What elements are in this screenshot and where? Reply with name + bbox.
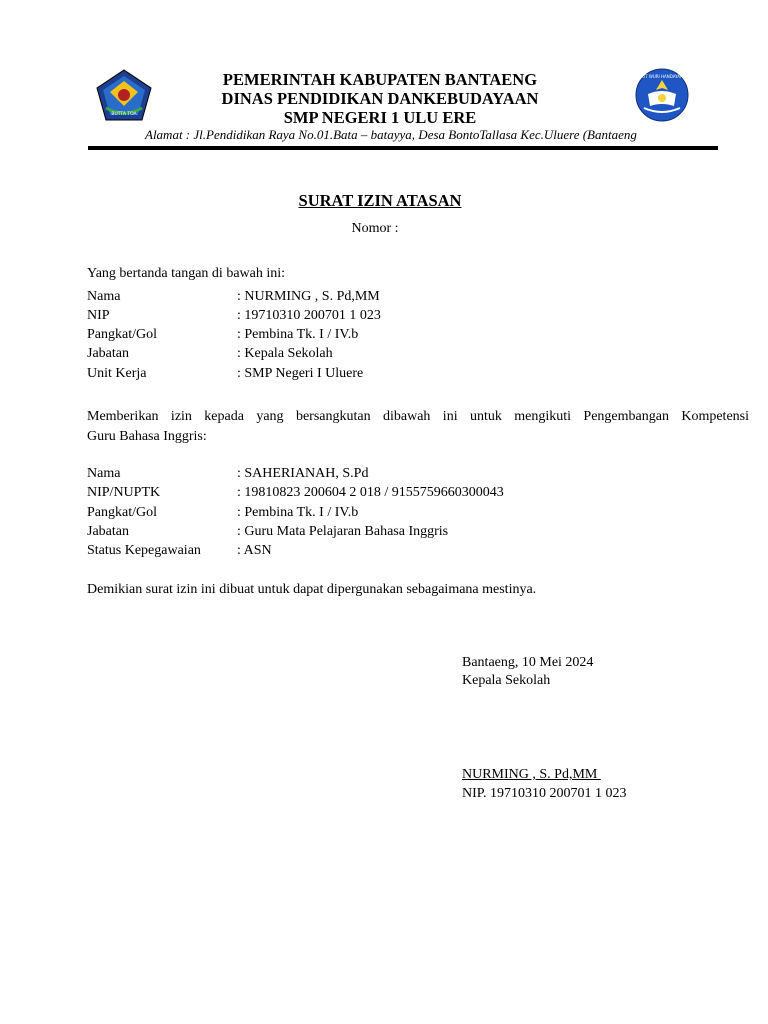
field-value: : SAHERIANAH, S.Pd	[237, 466, 369, 481]
field-label: Pangkat/Gol	[87, 505, 157, 520]
letterhead-department: DINAS PENDIDIKAN DANKEBUDAYAAN	[221, 89, 539, 108]
signature-position: Kepala Sekolah	[462, 673, 551, 688]
field-label: Pangkat/Gol	[87, 327, 157, 342]
letterhead-address: Alamat : Jl.Pendidikan Raya No.01.Bata – batayya, Desa BontoTallasa Kec.Uluere (Bantaeng	[145, 127, 637, 142]
document-number: Nomor :	[351, 221, 399, 236]
closing-text: Demikian surat izin ini dibuat untuk dapat dipergunakan sebagaimana mestinya.	[87, 582, 537, 597]
field-label: NIP	[87, 308, 110, 323]
field-label: Nama	[87, 466, 121, 481]
statement-line: Guru Bahasa Inggris:	[87, 428, 207, 444]
signature-nip: NIP. 19710310 200701 1 023	[462, 786, 627, 801]
logo-caption: TUT WURI HANDAYANI	[639, 74, 685, 79]
field-label: NIP/NUPTK	[87, 485, 161, 500]
field-value: : 19810823 200604 2 018 / 9155759660300043	[237, 485, 504, 500]
field-label: Jabatan	[87, 346, 129, 361]
document-title: SURAT IZIN ATASAN	[298, 191, 462, 210]
field-value: : ASN	[237, 543, 272, 558]
field-label: Nama	[87, 289, 121, 304]
field-label: Jabatan	[87, 524, 129, 539]
statement-line: Memberikan izin kepada yang bersangkutan dibawah ini untuk mengikuti Pengembangan Kompetensi	[87, 409, 749, 424]
tut-wuri-handayani-logo	[630, 68, 694, 122]
statement-paragraph	[87, 407, 749, 446]
signature-name: NURMING , S. Pd,MM	[462, 767, 601, 782]
field-value: : Pembina Tk. I / IV.b	[237, 505, 359, 520]
emblem-caption: BUTTA TOA	[111, 112, 137, 117]
regency-emblem-logo	[94, 68, 154, 122]
letterhead-divider	[88, 146, 718, 150]
signature-place-date: Bantaeng, 10 Mei 2024	[462, 655, 594, 670]
field-label: Unit Kerja	[87, 366, 147, 381]
field-label: Status Kepegawaian	[87, 543, 201, 558]
field-value: : SMP Negeri I Uluere	[237, 366, 364, 381]
field-value: : Kepala Sekolah	[237, 346, 333, 361]
letterhead-government: PEMERINTAH KABUPATEN BANTAENG	[222, 70, 538, 89]
field-value: : Pembina Tk. I / IV.b	[237, 327, 359, 342]
field-value: : NURMING , S. Pd,MM	[237, 289, 380, 304]
field-value: : 19710310 200701 1 023	[237, 308, 381, 323]
letterhead-school: SMP NEGERI 1 ULU ERE	[283, 108, 477, 127]
intro-text: Yang bertanda tangan di bawah ini:	[87, 266, 286, 281]
field-value: : Guru Mata Pelajaran Bahasa Inggris	[237, 524, 449, 539]
